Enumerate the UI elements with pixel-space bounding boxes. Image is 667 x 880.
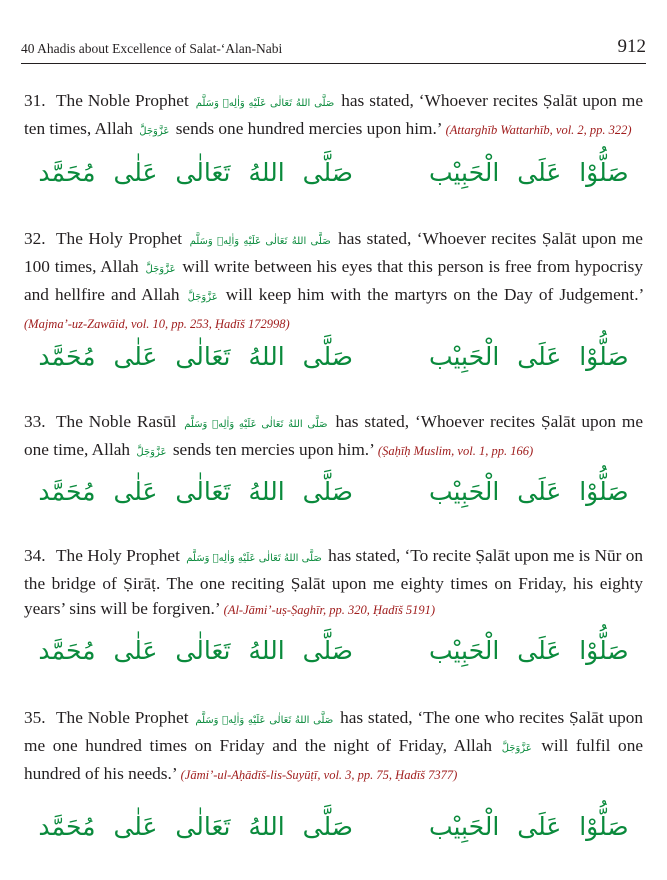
hadith-text-segment: sends ten mercies upon him.’ bbox=[172, 440, 374, 459]
hadith-text-segment: will write between his eyes that this person is free from hypocrisy and hellfire and Allah bbox=[24, 257, 643, 304]
hadith-number: 35. bbox=[24, 708, 46, 727]
durood-part-b: صَلَّى اللهُ تَعَالٰى عَلٰى مُحَمَّد bbox=[38, 477, 353, 506]
hadith-text-segment: will keep him with the martyrs on the Day of Judgement.’ bbox=[225, 285, 643, 304]
hadith-31 bbox=[24, 88, 643, 144]
allah-honorific: عَزَّوَجَلَّ bbox=[187, 292, 218, 303]
hadith-32 bbox=[24, 226, 643, 337]
hadith-citation: (Attarghīb Wattarhīb, vol. 2, pp. 322) bbox=[445, 123, 632, 137]
hadith-number: 34. bbox=[24, 546, 46, 565]
hadith-citation: (Majma’-uz-Zawāid, vol. 10, pp. 253, Ḥadīš 172998) bbox=[24, 317, 290, 331]
hadith-33 bbox=[24, 409, 643, 465]
durood-line bbox=[0, 477, 667, 517]
hadith-number: 32. bbox=[24, 229, 46, 248]
hadith-text-segment: The Holy Prophet bbox=[56, 229, 183, 248]
durood-part-a: صَلُّوْا عَلَى الْحَبِيْب bbox=[428, 636, 629, 665]
hadith-citation: (Al-Jāmi’-uṣ-Ṣaghīr, pp. 320, Ḥadīš 5191) bbox=[223, 603, 436, 617]
hadith-citation: (Jāmi’-ul-Aḥādīš-lis-Suyūṭī, vol. 3, pp. 75, Ḥadīš 7377) bbox=[180, 768, 458, 782]
book-title: 40 Ahadis about Excellence of Salat-‘Alan-Nabi bbox=[21, 41, 283, 56]
hadith-text-segment: has stated, ‘Whoever recites Ṣalāt upon me one time, Allah bbox=[24, 412, 644, 459]
durood-part-a: صَلُّوْا عَلَى الْحَبِيْب bbox=[428, 477, 629, 506]
hadith-number: 33. bbox=[24, 412, 46, 431]
durood-part-a: صَلُّوْا عَلَى الْحَبِيْب bbox=[428, 812, 629, 841]
page-number: 912 bbox=[617, 36, 646, 57]
durood-part-b: صَلَّى اللهُ تَعَالٰى عَلٰى مُحَمَّد bbox=[38, 636, 353, 665]
durood-part-b: صَلَّى اللهُ تَعَالٰى عَلٰى مُحَمَّد bbox=[38, 158, 353, 187]
hadith-text-segment: has stated, ‘Whoever recites Ṣalāt upon me ten times, Allah bbox=[24, 91, 643, 138]
hadith-text-segment: The Noble Prophet bbox=[56, 708, 189, 727]
hadith-text-segment: has stated, ‘To recite Ṣalāt upon me is Nūr on the bridge of Ṣirāṭ. The one reciting Ṣalāt upon me eighty times on Friday, his eighty years’ sins will be forgiven.’ bbox=[24, 546, 643, 618]
hadith-35 bbox=[24, 705, 643, 788]
hadith-text-segment: has stated, ‘Whoever recites Ṣalāt upon me 100 times, Allah bbox=[24, 229, 643, 276]
hadith-text-segment: has stated, ‘The one who recites Ṣalāt upon me one hundred times on Friday and the night of Friday, Allah bbox=[24, 708, 644, 755]
prophet-honorific: صَلَّى اللهُ تَعَالٰى عَلَيْهِ وَاٰلِهٖ وَسَلَّم bbox=[195, 98, 335, 109]
allah-honorific: عَزَّوَجَلَّ bbox=[139, 126, 170, 137]
durood-line bbox=[0, 158, 667, 198]
durood-line bbox=[0, 812, 667, 852]
durood-part-a: صَلُّوْا عَلَى الْحَبِيْب bbox=[428, 342, 629, 371]
prophet-honorific: صَلَّى اللهُ تَعَالٰى عَلَيْهِ وَاٰلِهٖ وَسَلَّم bbox=[184, 419, 328, 430]
hadith-text-segment: The Noble Prophet bbox=[56, 91, 189, 110]
allah-honorific: عَزَّوَجَلَّ bbox=[501, 743, 532, 754]
durood-part-b: صَلَّى اللهُ تَعَالٰى عَلٰى مُحَمَّد bbox=[38, 812, 353, 841]
hadith-citation: (Ṣaḥīḥ Muslim, vol. 1, pp. 166) bbox=[377, 444, 534, 458]
hadith-34 bbox=[24, 543, 643, 623]
allah-honorific: عَزَّوَجَلَّ bbox=[136, 447, 167, 458]
durood-part-a: صَلُّوْا عَلَى الْحَبِيْب bbox=[428, 158, 629, 187]
page-header bbox=[21, 38, 646, 60]
allah-honorific: عَزَّوَجَلَّ bbox=[145, 264, 176, 275]
hadith-text-segment: The Holy Prophet bbox=[56, 546, 180, 565]
prophet-honorific: صَلَّى اللهُ تَعَالٰى عَلَيْهِ وَاٰلِهٖ وَسَلَّم bbox=[189, 236, 331, 247]
prophet-honorific: صَلَّى اللهُ تَعَالٰى عَلَيْهِ وَاٰلِهٖ وَسَلَّم bbox=[195, 715, 334, 726]
hadith-number: 31. bbox=[24, 91, 46, 110]
durood-line bbox=[0, 636, 667, 676]
hadith-text-segment: sends one hundred mercies upon him.’ bbox=[175, 119, 442, 138]
durood-line bbox=[0, 342, 667, 382]
prophet-honorific: صَلَّى اللهُ تَعَالٰى عَلَيْهِ وَاٰلِهٖ وَسَلَّم bbox=[186, 553, 322, 564]
hadith-text-segment: The Noble Rasūl bbox=[56, 412, 177, 431]
hadith-text-segment: will fulfil one hundred of his needs.’ bbox=[24, 736, 644, 783]
header-divider bbox=[21, 63, 646, 64]
durood-part-b: صَلَّى اللهُ تَعَالٰى عَلٰى مُحَمَّد bbox=[38, 342, 353, 371]
